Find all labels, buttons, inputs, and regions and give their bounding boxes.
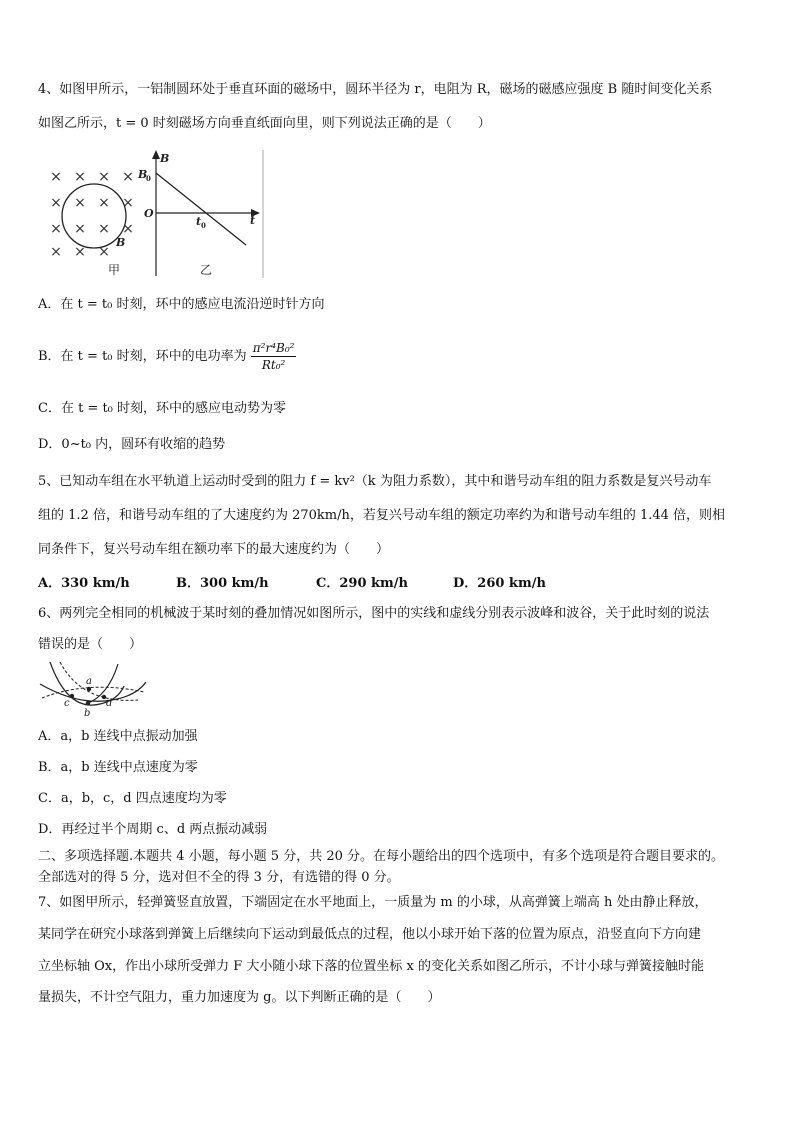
- b-axis-label: B: [160, 152, 170, 165]
- q5-option-b: B．300 km/h: [176, 576, 269, 591]
- label-b: b: [84, 708, 91, 719]
- origin-label: O: [144, 207, 154, 220]
- label-c: c: [64, 698, 70, 709]
- q6-option-d: D．再经过半个周期 c、d 两点振动减弱: [38, 822, 268, 837]
- b0-label: B: [138, 168, 148, 181]
- b-t-line: [156, 173, 246, 245]
- q4-option-b-fraction: [251, 340, 297, 373]
- point-a: [87, 687, 91, 691]
- ring-b-label: B: [116, 236, 126, 249]
- label-yi: 乙: [200, 263, 213, 277]
- label-jia: 甲: [108, 263, 121, 277]
- b0-subscript: 0: [146, 174, 151, 183]
- q6-stem-line-2: 错误的是（ ）: [38, 637, 143, 652]
- cross-mark: ×: [98, 221, 110, 237]
- label-a: a: [86, 676, 92, 687]
- q6-option-b: B．a，b 连线中点速度为零: [38, 760, 198, 775]
- cross-mark: ×: [74, 221, 86, 237]
- t0-label: t: [196, 215, 202, 228]
- section-2-heading-line-1: 二、多项选择题.本题共 4 小题，每小题 5 分，共 20 分。在每小题给出的四个选项中，有多个选项是符合题目要求的。: [38, 849, 725, 864]
- q7-stem-line-4: 量损失，不计空气阻力，重力加速度为 g。以下判断正确的是（ ）: [38, 990, 441, 1005]
- q4-option-d: D．0~t₀ 内，圆环有收缩的趋势: [38, 437, 226, 452]
- q7-stem-line-2: 某同学在研究小球落到弹簧上后继续向下运动到最低点的过程，他以小球开始下落的位置为原点，沿竖直向下方向建: [38, 927, 702, 942]
- wave-trough-2: [42, 687, 144, 698]
- q4-stem-line-1: 4、如图甲所示，一铝制圆环处于垂直环面的磁场中，圆环半径为 r，电阻为 R，磁场的磁感应强度 B 随时间变化关系: [38, 82, 713, 97]
- q4-option-b: [38, 338, 296, 376]
- q6-stem-line-1: 6、两列完全相同的机械波于某时刻的叠加情况如图所示，图中的实线和虚线分别表示波峰和波谷，关于此时刻的说法: [38, 606, 710, 621]
- cross-mark: ×: [98, 195, 110, 211]
- q4-stem-line-2: 如图乙所示，t = 0 时刻磁场方向垂直纸面向里，则下列说法正确的是（ ）: [38, 116, 491, 131]
- section-2-heading-line-2: 全部选对的得 5 分，选对但不全的得 3 分，有选错的得 0 分。: [38, 870, 400, 885]
- q4-option-b-text: B．在 t = t₀ 时刻，环中的电功率为: [38, 349, 247, 364]
- q7-stem-line-3: 立坐标轴 Ox，作出小球所受弹力 F 大小随小球下落的位置坐标 x 的变化关系如图乙所示，不计小球与弹簧接触时能: [38, 959, 705, 974]
- fraction-denominator: Rt₀²: [261, 358, 286, 372]
- q6-wave-figure: [38, 660, 150, 720]
- cross-mark: ×: [74, 195, 86, 211]
- cross-mark: ×: [74, 244, 86, 260]
- cross-mark: ×: [50, 195, 62, 211]
- q5-option-d: D．260 km/h: [453, 576, 546, 591]
- t0-subscript: 0: [201, 221, 206, 230]
- t-axis-label: t: [250, 214, 256, 227]
- label-d: d: [106, 698, 113, 709]
- q5-stem-line-1: 5、已知动车组在水平轨道上运动时受到的阻力 f = kv²（k 为阻力系数），其中和谐号动车组的阻力系数是复兴号动车: [38, 474, 712, 489]
- cross-mark: ×: [122, 195, 134, 211]
- wave-crest-bottom: [40, 682, 146, 701]
- cross-mark: ×: [50, 244, 62, 260]
- point-b: [86, 701, 90, 705]
- q7-stem-line-1: 7、如图甲所示，轻弹簧竖直放置，下端固定在水平地面上，一质量为 m 的小球，从高弹簧上端高 h 处由静止释放，: [38, 895, 708, 910]
- cross-mark: ×: [122, 221, 134, 237]
- q4-option-a: A．在 t = t₀ 时刻，环中的感应电流沿逆时针方向: [38, 297, 325, 312]
- q6-option-c: C．a，b，c，d 四点速度均为零: [38, 791, 227, 806]
- cross-mark: ×: [122, 169, 134, 185]
- q4-figure-yi: [130, 148, 270, 280]
- cross-mark: ×: [98, 169, 110, 185]
- cross-mark: ×: [50, 221, 62, 237]
- fraction-numerator: π²r⁴B₀²: [252, 341, 295, 355]
- cross-mark: ×: [98, 244, 110, 260]
- q6-option-a: A．a，b 连线中点振动加强: [38, 729, 198, 744]
- q4-option-c: C．在 t = t₀ 时刻，环中的感应电动势为零: [38, 401, 287, 416]
- q5-option-c: C．290 km/h: [316, 576, 408, 591]
- q5-stem-line-2: 组的 1.2 倍，和谐号动车组的了大速度约为 270km/h，若复兴号动车组的额定功率约为和谐号动车组的 1.44 倍，则相: [38, 508, 726, 523]
- q5-stem-line-3: 同条件下，复兴号动车组在额功率下的最大速度约为（ ）: [38, 542, 390, 557]
- cross-mark: ×: [50, 169, 62, 185]
- point-c: [70, 694, 74, 698]
- cross-mark: ×: [74, 169, 86, 185]
- q5-option-a: A．330 km/h: [38, 576, 130, 591]
- b-axis-arrow: [152, 150, 160, 159]
